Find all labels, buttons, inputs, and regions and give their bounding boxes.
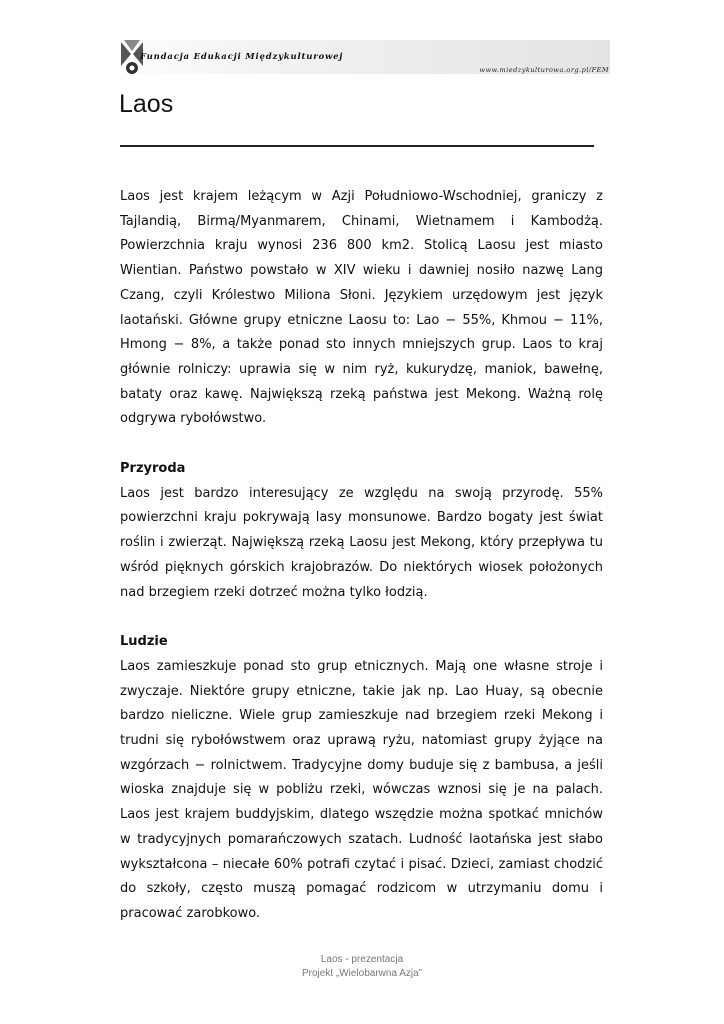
section-heading-przyroda: Przyroda (120, 461, 186, 477)
org-name: Fundacja Edukacji Międzykulturowej (140, 52, 344, 62)
page-footer (0, 953, 724, 981)
title-divider (120, 145, 594, 147)
intro-paragraph: Laos jest krajem leżącym w Azji Południowo-Wschodniej, graniczy z Tajlandią, Birmą/Myanmarem, Chinami, Wietnamem i Kambodżą. Powierzchnia kraju wynosi 236 800 km2. Stolicą Laosu jest miasto Wientian. Państwo powstało w XIV wieku i dawniej nosiło nazwę Lang Czang, czyli Królestwo Miliona Słoni. Językiem urzędowym jest język laotański. Główne grupy etniczne Laosu to: Lao − 55%, Khmou − 11%, Hmong − 8%, a także ponad sto innych mniejszych grup. Laos to kraj głównie rolniczy: uprawia się w nim ryż, kukurydzę, maniok, bawełnę, bataty oraz kawę. Największą rzeką państwa jest Mekong. Ważną rolę odgrywa rybołówstwo. (120, 189, 603, 427)
document-body (120, 185, 603, 927)
page-title: Laos (119, 90, 174, 118)
footer-line-1: Laos - prezentacja (320, 954, 404, 965)
org-url: www.miedzykulturowa.org.pl/FEM (479, 66, 609, 74)
section-heading-ludzie: Ludzie (120, 634, 168, 650)
section-text-przyroda: Laos jest bardzo interesujący ze względu na swoją przyrodę. 55% powierzchni kraju pokrywają lasy monsunowe. Bardzo bogaty jest świat roślin i zwierząt. Największą rzeką Laosu jest Mekong, który przepływa tu wśród pięknych górskich krajobrazów. Do niektórych wiosek położonych nad brzegiem rzeki dotrzeć można tylko łodzią. (120, 485, 603, 600)
footer-line-2: Projekt „Wielobarwna Azja” (301, 968, 423, 979)
section-text-ludzie: Laos zamieszkuje ponad sto grup etnicznych. Mają one własne stroje i zwyczaje. Niektóre grupy etniczne, takie jak np. Lao Huay, są obecnie bardzo nieliczne. Wiele grup zamieszkuje nad brzegiem rzeki Mekong i trudni się rybołówstwem oraz uprawą ryżu, natomiast grupy żyjące na wzgórzach − rolnictwem. Tradycyjne domy buduje się z bambusa, a jeśli wioska znajduje się w pobliżu rzeki, wówczas wznosi się je na palach. Laos jest krajem buddyjskim, dlatego wszędzie można spotkać mnichów w tradycyjnych pomarańczowych szatach. Ludność laotańska jest słabo wykształcona – niecałe 60% potrafi czytać i pisać. Dzieci, zamiast chodzić do szkoły, często muszą pomagać rodzicom w utrzymaniu domu i pracować zarobkowo. (120, 658, 603, 921)
